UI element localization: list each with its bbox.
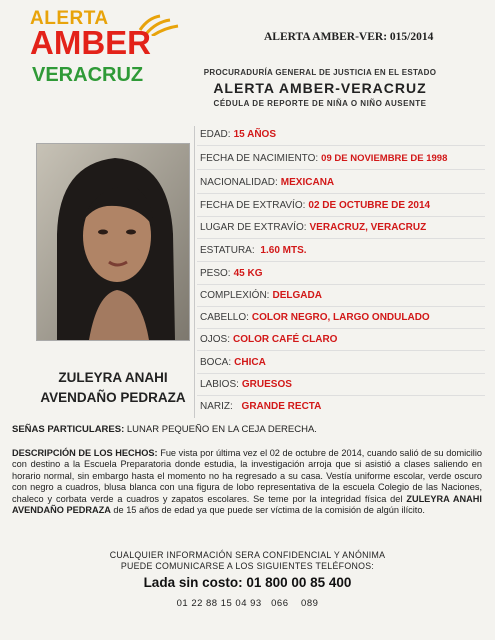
field-value: 1.60 MTS. [257, 245, 307, 256]
logo-text-veracruz: VERACRUZ [32, 64, 144, 86]
field-value: 15 AÑOS [233, 129, 276, 140]
page-title: ALERTA AMBER-VERACRUZ [213, 80, 427, 96]
agency-name: PROCURADURÍA GENERAL DE JUSTICIA EN EL ESTADO [203, 68, 437, 77]
field-label: LUGAR DE EXTRAVÍO: [200, 222, 307, 233]
event-description [12, 448, 482, 516]
logo-text-amber: AMBER [30, 24, 151, 61]
person-name [20, 368, 206, 408]
field-ojos [200, 334, 337, 346]
field-label: FECHA DE EXTRAVÍO: [200, 200, 306, 211]
row-divider [197, 261, 485, 262]
row-divider [197, 350, 485, 351]
logo-text-alerta: ALERTA [30, 8, 109, 29]
field-label: OJOS: [200, 334, 231, 345]
field-label: FECHA DE NACIMIENTO: [200, 153, 319, 164]
field-value: 45 KG [233, 268, 263, 279]
row-divider [197, 216, 485, 217]
description-text: Fue vista por última vez el 02 de octubre de 2014, cuando salió de su domicilio con destino a la Escuela Preparatoria donde estudia, la investigación arroja que si asistió a clases saliendo en horario normal, sin embargo hasta el momento no ha regresado a su casa. Vestía uniforme escolar, verde oscuro con negro a cuadros, blusa blanca con una figura de lobo representativa de la escuela Colegio de las Naciones, chaleco y corbata verde a cuadros y zapatos escolares. Se teme por la integridad física del [12, 448, 482, 504]
field-value: COLOR CAFÉ CLARO [233, 334, 338, 345]
other-phones: 01 22 88 15 04 93 066 089 [176, 598, 319, 609]
field-value: VERACRUZ, VERACRUZ [309, 222, 427, 233]
field-value: DELGADA [272, 290, 322, 301]
row-divider [197, 193, 485, 194]
senas-label: SEÑAS PARTICULARES: [12, 424, 125, 435]
field-label: BOCA: [200, 357, 232, 368]
distinguishing-marks [12, 424, 317, 435]
field-value: 02 DE OCTUBRE DE 2014 [308, 200, 431, 211]
alert-code: ALERTA AMBER-VER: 015/2014 [264, 31, 434, 43]
field-value: GRUESOS [241, 379, 292, 390]
field-label: ESTATURA: [200, 245, 255, 256]
field-label: NARIZ: [200, 401, 233, 412]
description-label: DESCRIPCIÓN DE LOS HECHOS: [12, 448, 158, 458]
field-label: LABIOS: [200, 379, 239, 390]
row-divider [197, 328, 485, 329]
field-complexion [200, 290, 322, 302]
field-value: MEXICANA [280, 177, 335, 188]
field-label: PESO: [200, 268, 231, 279]
field-label: CABELLO: [200, 312, 249, 323]
row-divider [197, 284, 485, 285]
field-lugar-extravio [200, 222, 426, 234]
senas-text: LUNAR PEQUEÑO EN LA CEJA DERECHA. [126, 424, 317, 435]
contact-notice: PUEDE COMUNICARSE A LOS SIGUIENTES TELÉFONOS: [120, 561, 375, 571]
field-peso [200, 268, 262, 280]
alerta-amber-logo [30, 8, 180, 90]
field-boca [200, 357, 266, 369]
field-value: COLOR NEGRO, LARGO ONDULADO [251, 312, 430, 323]
field-value: GRANDE RECTA [238, 401, 322, 412]
page-subtitle: CÉDULA DE REPORTE DE NIÑA O NIÑO AUSENTE [213, 99, 427, 108]
field-label: EDAD: [200, 129, 231, 140]
field-label: NACIONALIDAD: [200, 177, 278, 188]
field-label: COMPLEXIÓN: [200, 290, 270, 301]
missing-person-photo [36, 143, 190, 341]
confidential-notice: CUALQUIER INFORMACIÓN SERA CONFIDENCIAL Y ANÓNIMA [109, 550, 386, 560]
row-divider [197, 169, 485, 170]
person-name-line2: AVENDAÑO PEDRAZA [40, 390, 186, 405]
field-value: CHICA [234, 357, 266, 368]
person-name-line1: ZULEYRA ANAHI [58, 370, 168, 385]
row-divider [197, 395, 485, 396]
row-divider [197, 306, 485, 307]
field-nariz [200, 401, 321, 413]
field-nacionalidad [200, 177, 334, 189]
description-text-end: de 15 años de edad ya que puede ser víctima de la comisión de algún ilícito. [113, 505, 425, 516]
field-value: 09 DE NOVIEMBRE DE 1998 [321, 153, 448, 164]
row-divider [197, 373, 485, 374]
field-labios [200, 379, 292, 391]
vertical-divider [194, 126, 195, 418]
description-name: ZULEYRA ANAHI AVENDAÑO PEDRAZA [12, 493, 482, 516]
field-edad [200, 129, 276, 141]
field-estatura [200, 245, 307, 257]
row-divider [197, 145, 485, 146]
field-fecha-nacimiento [200, 153, 447, 165]
portrait-image [37, 144, 189, 340]
toll-free-phone: Lada sin costo: 01 800 00 85 400 [143, 575, 352, 590]
field-fecha-extravio [200, 200, 430, 212]
field-cabello [200, 312, 430, 324]
row-divider [197, 238, 485, 239]
